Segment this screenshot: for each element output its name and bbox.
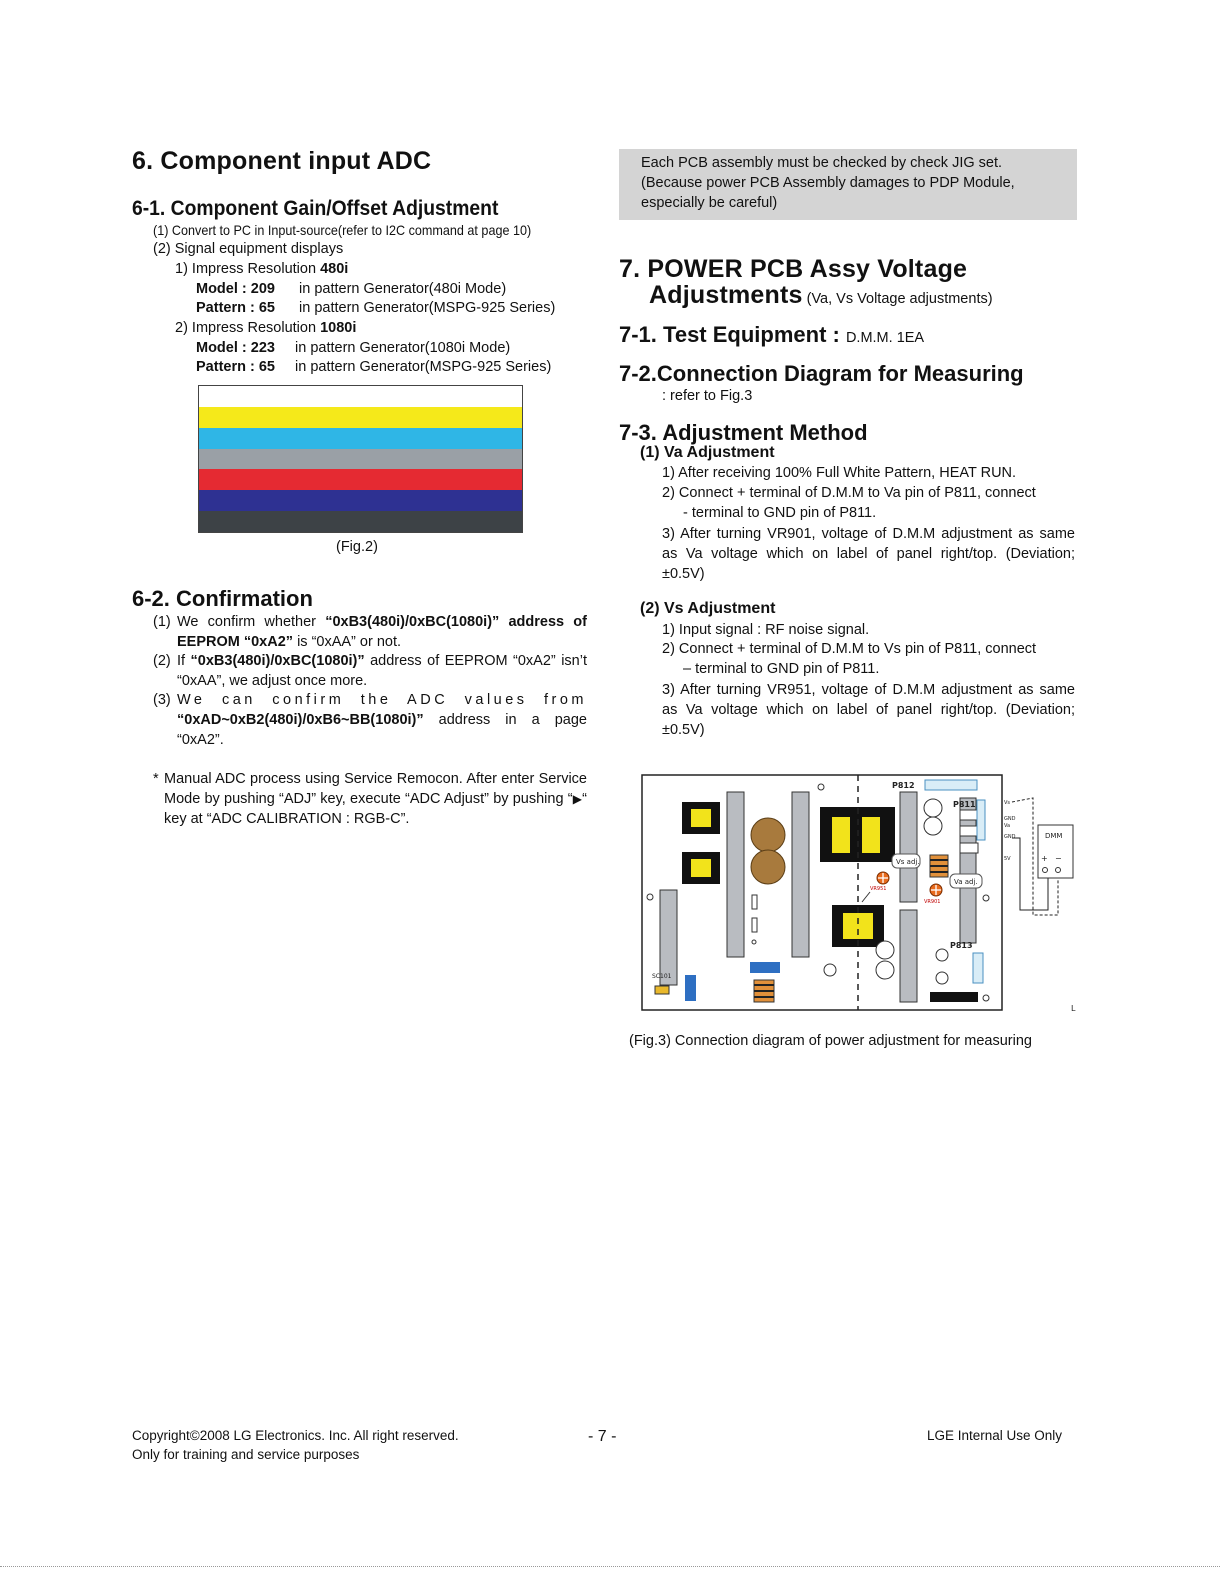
confirm-3-c: address in a page “0xA2”. xyxy=(177,712,587,748)
dmm-plus-label: + xyxy=(1041,854,1048,863)
fuse-label: SC101 xyxy=(652,973,672,980)
notice-line-1: Each PCB assembly must be checked by check JIG set. xyxy=(641,155,1003,171)
dmm-label: DMM xyxy=(1045,832,1063,840)
confirm-3-text xyxy=(177,690,587,750)
va-step-2b: - terminal to GND pin of P811. xyxy=(683,505,877,521)
notice-box xyxy=(619,149,1077,220)
confirm-1-b: “0xB3(480i)/0xBC(1080i)” address of EEPROM “0xA2” xyxy=(177,614,587,650)
footer-copyright: Copyright©2008 LG Electronics. Inc. All right reserved. xyxy=(132,1428,459,1443)
fig2-color-bar xyxy=(199,386,522,407)
va-adj-label: Va adj. xyxy=(954,878,978,886)
pin-vs-label: Vs xyxy=(1004,800,1011,806)
pin-va-label: Va xyxy=(1004,823,1011,829)
va-step-2a: 2) Connect + terminal of D.M.M to Va pin of P811, connect xyxy=(662,485,1036,501)
vs-step-1: 1) Input signal : RF noise signal. xyxy=(662,622,870,638)
connector-p812 xyxy=(925,780,977,790)
res2-model-text: in pattern Generator(1080i Mode) xyxy=(295,340,511,356)
manual-note-text xyxy=(164,769,587,829)
capacitor-2 xyxy=(751,850,785,884)
section-6-2-title: 6-2. Confirmation xyxy=(132,586,313,611)
fig2-color-pattern xyxy=(198,385,523,533)
confirm-3-number: (3) xyxy=(153,692,171,708)
section-7-title-line-1: 7. POWER PCB Assy Voltage xyxy=(619,255,968,283)
fig2-color-bar xyxy=(199,490,522,511)
res1-model-text: in pattern Generator(480i Mode) xyxy=(299,281,507,297)
heatsink-left xyxy=(660,890,677,985)
pin-5v-label: 5V xyxy=(1004,856,1011,862)
capacitor-1 xyxy=(751,818,785,852)
confirm-1-text xyxy=(177,612,587,652)
resolution-1 xyxy=(175,261,348,277)
res1-pattern-text: in pattern Generator(MSPG-925 Series) xyxy=(299,300,556,316)
s61-item-2: (2) Signal equipment displays xyxy=(153,241,344,257)
va-step-1: 1) After receiving 100% Full White Pattern, HEAT RUN. xyxy=(662,465,1017,481)
connector-p813 xyxy=(973,953,983,983)
fig2-color-bar xyxy=(199,511,522,532)
fig3-caption: (Fig.3) Connection diagram of power adjustment for measuring xyxy=(629,1033,1032,1049)
vs-step-2a: 2) Connect + terminal of D.M.M to Vs pin of P811, connect xyxy=(662,641,1037,657)
blue-component xyxy=(750,962,780,973)
confirm-item-3 xyxy=(153,690,587,750)
right-arrow-icon: ▶ xyxy=(572,792,583,806)
footer-page-number: - 7 - xyxy=(588,1428,617,1445)
section-7-3-title: 7-3. Adjustment Method xyxy=(619,420,868,445)
confirm-item-2 xyxy=(153,651,587,691)
res2-pattern-text: in pattern Generator(MSPG-925 Series) xyxy=(295,359,552,375)
pin-gnd1-label: GND xyxy=(1004,816,1016,822)
confirm-2-text xyxy=(177,651,587,691)
p811-label: P811 xyxy=(953,800,976,809)
vs-step-3: 3) After turning VR951, voltage of D.M.M adjustment as same as Va voltage which on label of panel right/top. (Deviation; ±0.5V) xyxy=(662,682,1075,738)
section-7-title-line-2 xyxy=(649,281,993,310)
s71-label: 7-1. Test Equipment : xyxy=(619,322,846,347)
fig2-color-bar xyxy=(199,407,522,428)
va-adjustment-title: (1) Va Adjustment xyxy=(640,444,775,461)
confirm-3-b: “0xAD~0xB2(480i)/0xB6~BB(1080i)” xyxy=(177,712,424,728)
section-6-1-title: 6-1. Component Gain/Offset Adjustment xyxy=(132,197,499,220)
notice-line-2: (Because power PCB Assembly damages to PDP Module, xyxy=(641,175,1015,191)
manual-note-b: “ key at “ADC CALIBRATION : RGB-C”. xyxy=(164,791,587,827)
resolution-1-value: 480i xyxy=(320,261,349,277)
res1-pattern-label: Pattern : 65 xyxy=(196,300,275,316)
fig3-pcb-diagram xyxy=(640,770,1080,1015)
confirm-item-1 xyxy=(153,612,587,652)
vr951-label: VR951 xyxy=(870,886,887,892)
manual-note-star: * xyxy=(153,771,159,787)
res1-model-label: Model : 209 xyxy=(196,281,275,297)
vs-adjustment-title: (2) Vs Adjustment xyxy=(640,600,776,617)
confirm-2-number: (2) xyxy=(153,653,171,669)
resolution-2-label: 2) Impress Resolution xyxy=(175,320,321,336)
confirm-3-a: We can confirm the ADC values from xyxy=(177,692,587,708)
heatsink-3 xyxy=(792,792,809,957)
vs-step-2b: – terminal to GND pin of P811. xyxy=(683,661,880,677)
p813-label: P813 xyxy=(950,941,973,950)
heatsink-2 xyxy=(727,792,744,957)
notice-line-3: especially be careful) xyxy=(641,195,778,211)
manual-note-a: Manual ADC process using Service Remocon. After enter Service Mode by pushing “ADJ” key, execute “ADC Adjust” by pushing “ xyxy=(164,771,587,807)
confirm-2-b: “0xB3(480i)/0xBC(1080i)” xyxy=(190,653,365,669)
vr901-label: VR901 xyxy=(924,899,941,905)
s72-text: : refer to Fig.3 xyxy=(662,388,753,404)
pin-gnd2-label: GND xyxy=(1004,834,1016,840)
va-step-3: 3) After turning VR901, voltage of D.M.M adjustment as same as Va voltage which on label of panel right/top. (Deviation; ±0.5V) xyxy=(662,526,1075,582)
fig2-color-bar xyxy=(199,469,522,490)
section-7-title-main: Adjustments xyxy=(649,281,803,309)
dmm-minus-label: − xyxy=(1055,854,1062,863)
confirm-2-c: address of EEPROM “0xA2” isn’t “0xAA”, we adjust once more. xyxy=(177,653,587,689)
bottom-scan-edge xyxy=(0,1566,1220,1567)
s61-item-1: (1) Convert to PC in Input-source(refer to I2C command at page 10) xyxy=(153,222,532,238)
section-7-title-sub: (Va, Vs Voltage adjustments) xyxy=(802,291,993,307)
confirm-1-c: is “0xAA” or not. xyxy=(293,634,402,650)
resolution-2-value: 1080i xyxy=(320,320,357,336)
fig2-color-bar xyxy=(199,449,522,470)
heatsink-5 xyxy=(900,910,917,1002)
s71-value: D.M.M. 1EA xyxy=(845,330,925,346)
confirm-1-a: We confirm whether xyxy=(177,614,326,630)
confirm-1-number: (1) xyxy=(153,614,171,630)
confirm-2-a: If xyxy=(177,653,191,669)
section-7-2-title: 7-2.Connection Diagram for Measuring xyxy=(619,361,1024,386)
resolution-1-label: 1) Impress Resolution xyxy=(175,261,321,277)
footer-purpose: Only for training and service purposes xyxy=(132,1447,360,1462)
section-6-title: 6. Component input ADC xyxy=(132,147,432,175)
edge-mark: L xyxy=(1071,1004,1076,1013)
heatsink-4 xyxy=(900,792,917,902)
manual-adc-note xyxy=(153,769,587,829)
vs-adj-label: Vs adj. xyxy=(896,858,920,866)
fuse-icon xyxy=(655,986,669,994)
connector-p811 xyxy=(977,800,985,840)
res2-pattern-label: Pattern : 65 xyxy=(196,359,275,375)
footer-internal: LGE Internal Use Only xyxy=(927,1428,1063,1443)
fig2-color-bar xyxy=(199,428,522,449)
resolution-2 xyxy=(175,320,356,336)
res2-model-label: Model : 223 xyxy=(196,340,275,356)
p812-label: P812 xyxy=(892,781,915,790)
fig2-caption: (Fig.2) xyxy=(336,539,378,555)
section-7-1-title xyxy=(619,322,924,348)
